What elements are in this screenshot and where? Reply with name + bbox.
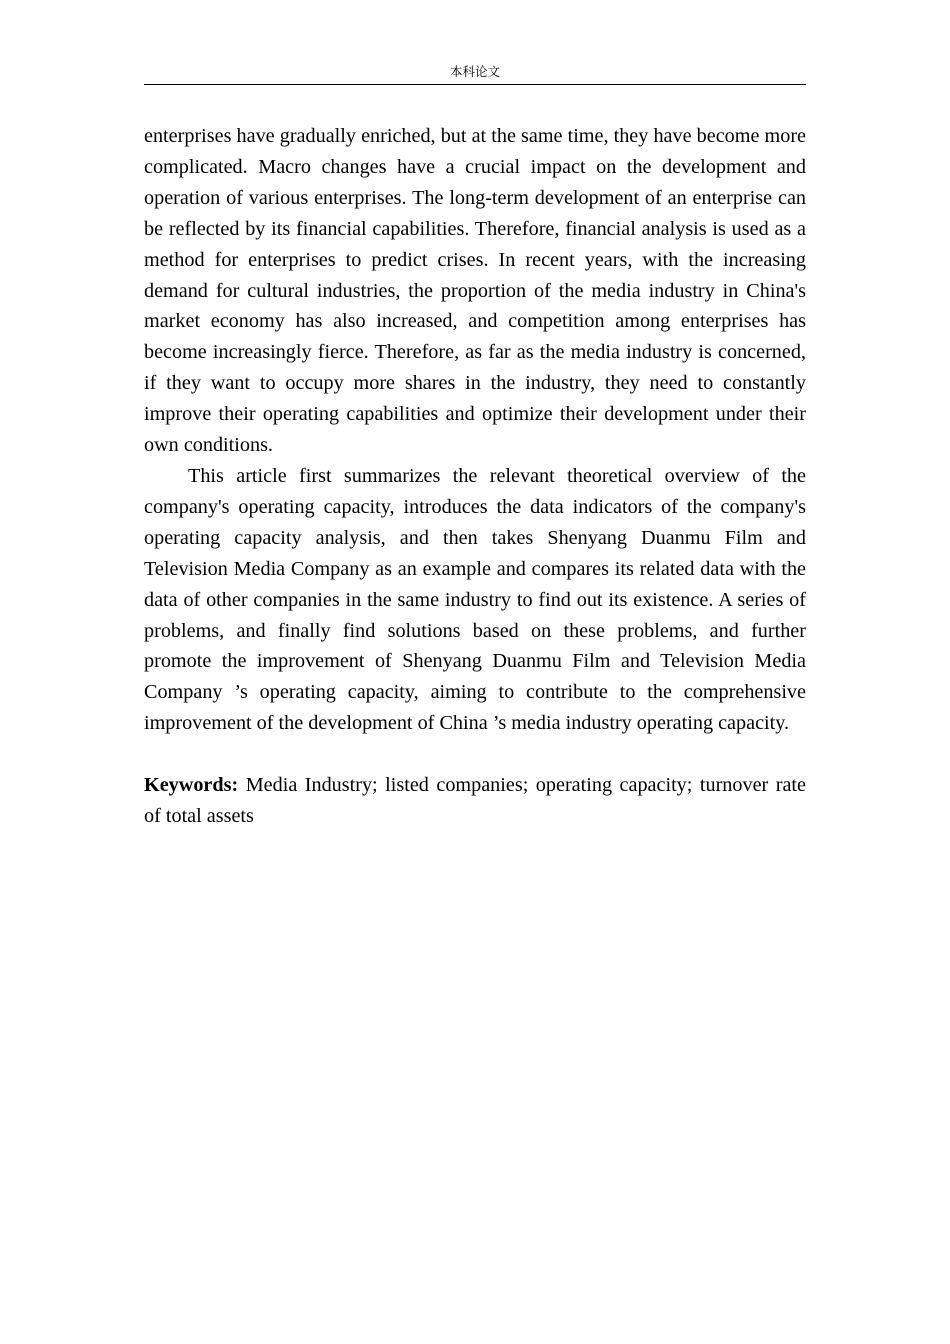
abstract-paragraph-1: enterprises have gradually enriched, but at the same time, they have become more complicated. Macro changes have a crucial impact on the development and operation of various enterprises. The long-term development of an enterprise can be reflected by its financial capabilities. Therefore, financial analysis is used as a method for enterprises to predict crises. In recent years, with the increasing demand for cultural industries, the proportion of the media industry in China's market economy has also increased, and competition among enterprises has become increasingly fierce. Therefore, as far as the media industry is concerned, if they want to occupy more shares in the industry, they need to constantly improve their operating capabilities and optimize their development under their own conditions. [144, 125, 806, 457]
abstract-paragraph-2: This article first summarizes the relevant theoretical overview of the company's operating capacity, introduces the data indicators of the company's operating capacity analysis, and then takes Shenyang Duanmu Film and Television Media Company as an example and compares its related data with the data of other companies in the same industry to find out its existence. A series of problems, and finally find solutions based on these problems, and further promote the improvement of Shenyang Duanmu Film and Television Media Company ’s operating capacity, aiming to contribute to the comprehensive improvement of the development of China ’s media industry operating capacity. [144, 464, 806, 735]
abstract-body [144, 121, 806, 832]
keywords-label: Keywords: [144, 774, 239, 797]
header-title: 本科论文 [449, 64, 500, 79]
page-header [144, 64, 806, 85]
keywords-line [144, 770, 806, 832]
keywords-text: Media Industry; listed companies; operating capacity; turnover rate of total assets [144, 774, 807, 828]
